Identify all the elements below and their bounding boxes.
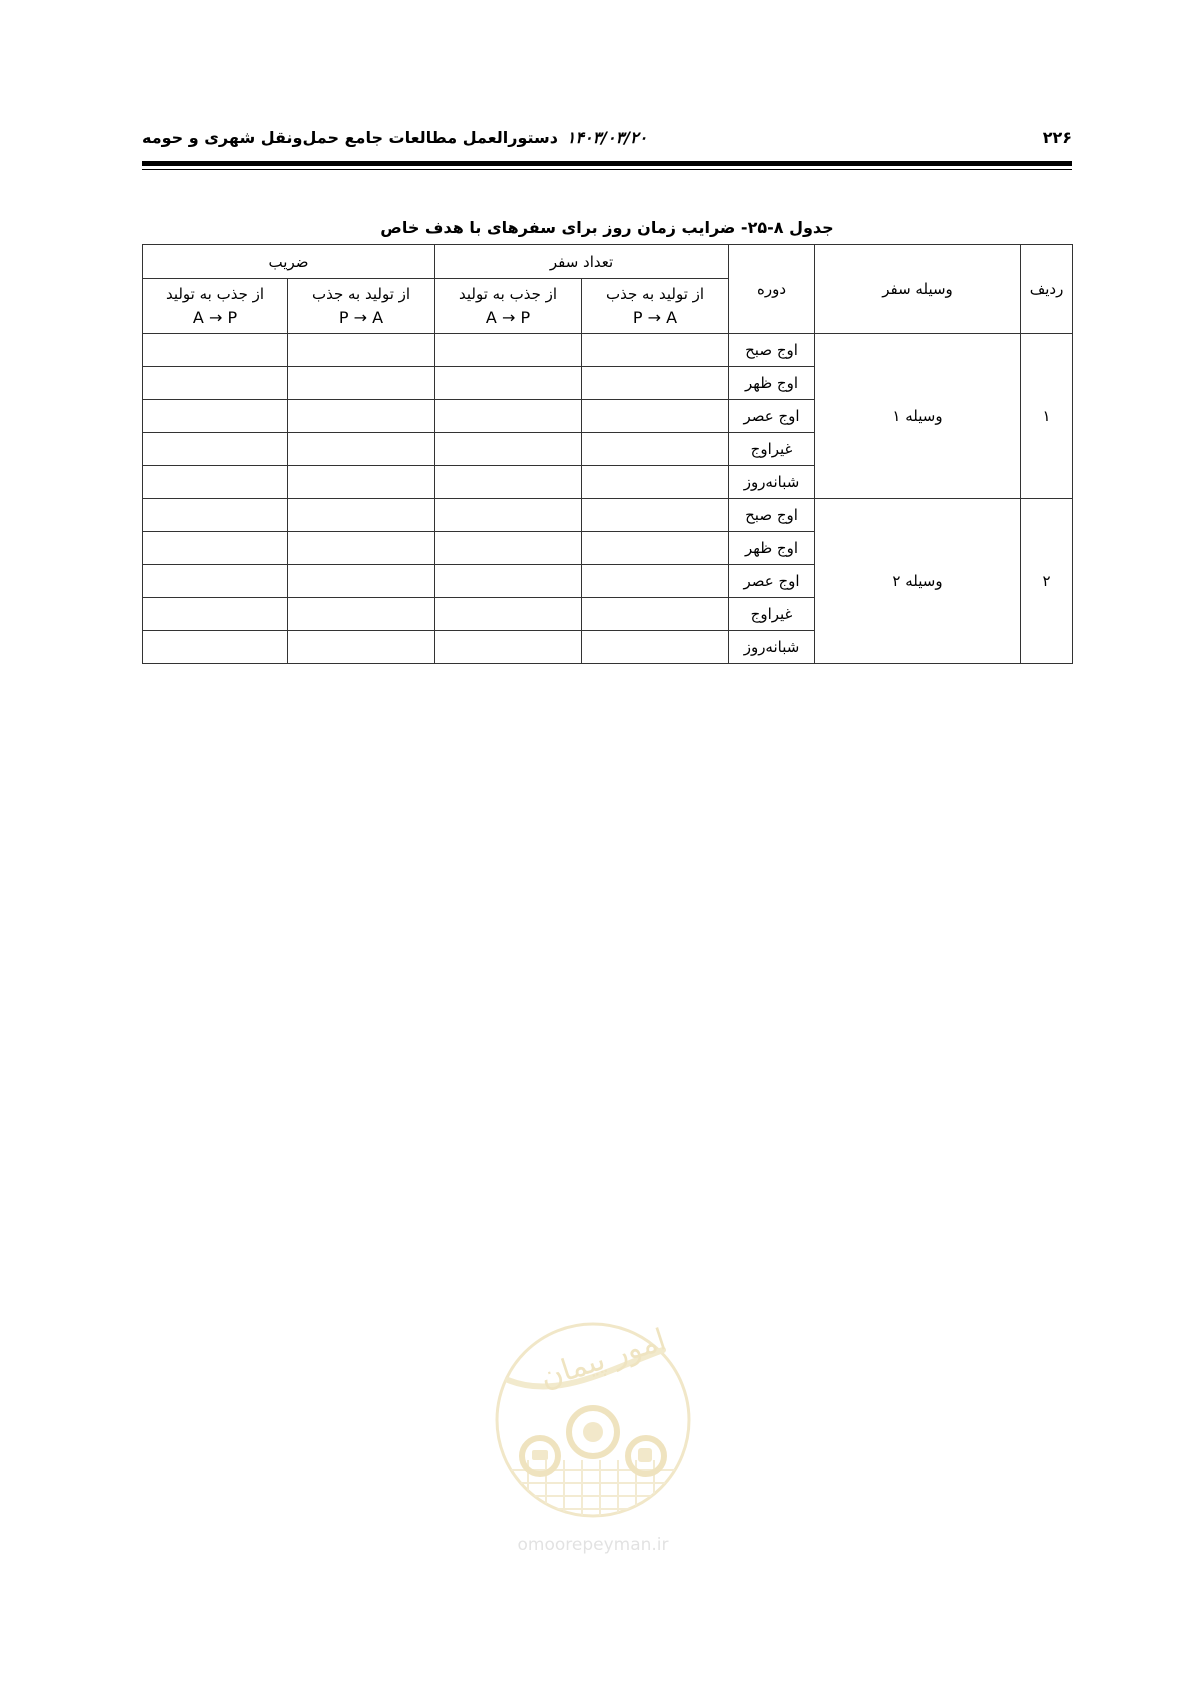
value-cell <box>435 565 582 598</box>
value-cell <box>582 532 729 565</box>
value-cell <box>435 433 582 466</box>
period-cell: اوج عصر <box>729 400 815 433</box>
value-cell <box>435 598 582 631</box>
col-header-trips-ap <box>435 279 582 334</box>
value-cell <box>582 400 729 433</box>
vehicle-cell: وسیله ۱ <box>815 334 1021 499</box>
value-cell <box>435 631 582 664</box>
value-cell <box>288 598 435 631</box>
value-cell <box>582 334 729 367</box>
value-cell <box>143 400 288 433</box>
group-header-trips: تعداد سفر <box>435 245 729 279</box>
col-header-coef-pa <box>288 279 435 334</box>
page-number: ۲۲۶ <box>1042 128 1072 147</box>
period-cell: اوج صبح <box>729 499 815 532</box>
radif-cell: ۱ <box>1021 334 1073 499</box>
value-cell <box>143 433 288 466</box>
period-cell: شبانه‌روز <box>729 466 815 499</box>
value-cell <box>288 631 435 664</box>
table-row <box>143 334 1073 367</box>
watermark-logo <box>488 1320 698 1565</box>
period-cell: غیراوج <box>729 598 815 631</box>
value-cell <box>143 499 288 532</box>
direction-label: P → A <box>632 308 678 327</box>
watermark-site: omoorepeyman.ir <box>517 1535 669 1555</box>
value-cell <box>435 532 582 565</box>
col-header-trips-pa <box>582 279 729 334</box>
value-cell <box>288 532 435 565</box>
table-caption: جدول ۸-۲۵- ضرایب زمان روز برای سفرهای با هدف خاص <box>380 218 834 237</box>
direction-label: A → P <box>192 308 238 327</box>
value-cell <box>288 367 435 400</box>
value-cell <box>288 400 435 433</box>
direction-label: A → P <box>485 308 531 327</box>
value-cell <box>288 433 435 466</box>
value-cell <box>288 334 435 367</box>
header-rule-thick <box>142 161 1072 166</box>
col-header-period: دوره <box>729 245 815 334</box>
value-cell <box>582 598 729 631</box>
value-cell <box>582 499 729 532</box>
table-row <box>143 499 1073 532</box>
value-cell <box>288 499 435 532</box>
radif-cell: ۲ <box>1021 499 1073 664</box>
value-cell <box>435 400 582 433</box>
col-header-vehicle: وسیله سفر <box>815 245 1021 334</box>
value-cell <box>143 532 288 565</box>
document-title: دستورالعمل مطالعات جامع حمل‌ونقل شهری و حومه <box>142 128 558 147</box>
watermark-logo-text: امور پیمان <box>535 1322 671 1396</box>
period-cell: اوج ظهر <box>729 532 815 565</box>
sub-label: از جذب به تولید <box>165 285 265 303</box>
vehicle-cell: وسیله ۲ <box>815 499 1021 664</box>
value-cell <box>435 466 582 499</box>
value-cell <box>435 334 582 367</box>
header-rule-thin <box>142 169 1072 170</box>
value-cell <box>143 631 288 664</box>
period-cell: غیراوج <box>729 433 815 466</box>
value-cell <box>582 631 729 664</box>
value-cell <box>143 367 288 400</box>
coefficients-table <box>142 244 1073 664</box>
value-cell <box>582 466 729 499</box>
period-cell: اوج ظهر <box>729 367 815 400</box>
period-cell: اوج صبح <box>729 334 815 367</box>
period-cell: شبانه‌روز <box>729 631 815 664</box>
header-date: ۱۴۰۳/۰۳/۲۰ <box>566 128 648 147</box>
value-cell <box>143 565 288 598</box>
value-cell <box>582 565 729 598</box>
value-cell <box>143 598 288 631</box>
value-cell <box>288 466 435 499</box>
sub-label: از جذب به تولید <box>458 285 558 303</box>
value-cell <box>143 334 288 367</box>
col-header-radif: ردیف <box>1021 245 1073 334</box>
sub-label: از تولید به جذب <box>311 285 411 303</box>
value-cell <box>143 466 288 499</box>
value-cell <box>288 565 435 598</box>
direction-label: P → A <box>338 308 384 327</box>
value-cell <box>435 499 582 532</box>
value-cell <box>582 433 729 466</box>
period-cell: اوج عصر <box>729 565 815 598</box>
sub-label: از تولید به جذب <box>605 285 705 303</box>
group-header-coef: ضریب <box>143 245 435 279</box>
col-header-coef-ap <box>143 279 288 334</box>
value-cell <box>582 367 729 400</box>
value-cell <box>435 367 582 400</box>
page-header <box>142 128 1072 150</box>
